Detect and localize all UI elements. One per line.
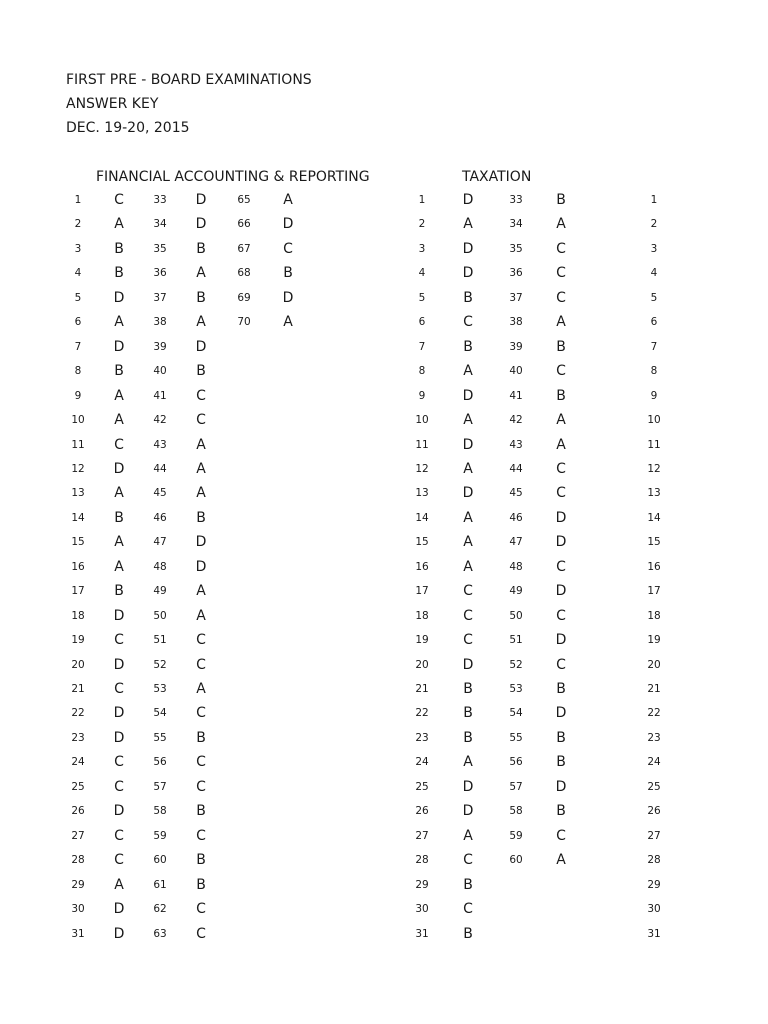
tax-item-number: 20 [415, 658, 429, 671]
far-item-number: 20 [71, 658, 85, 671]
tax-item-answer: A [463, 827, 473, 844]
tax-item-number: 45 [509, 487, 523, 500]
far-item-number: 49 [153, 585, 167, 598]
tax-item-answer: A [556, 412, 566, 429]
far-item-answer: C [114, 436, 124, 453]
far-item-answer: C [196, 778, 206, 795]
far-item-answer: C [114, 192, 124, 208]
far-item-answer: D [195, 192, 207, 208]
far-item-number: 68 [237, 267, 251, 280]
tax-item-number: 3 [418, 242, 426, 255]
tax-item-number: 17 [415, 585, 429, 598]
tax-item-answer: B [463, 876, 473, 893]
far-item-answer: C [196, 632, 206, 649]
tax-item-number: 39 [509, 340, 523, 353]
far-item-answer: D [113, 607, 125, 624]
far-item-number: 27 [71, 829, 85, 842]
far-item-answer: D [195, 338, 207, 355]
far-item-number: 8 [74, 365, 82, 378]
tax-item-answer: D [555, 583, 567, 600]
far-item-answer: D [113, 289, 125, 306]
far-item-answer: C [196, 705, 206, 722]
far-item-number: 5 [74, 291, 82, 304]
tax-item-number: 43 [509, 438, 523, 451]
far-item-answer: C [196, 925, 206, 942]
far-item-answer: A [196, 485, 206, 502]
far-item-answer: C [114, 681, 124, 697]
far-item-answer: A [114, 558, 124, 575]
far-item-answer: B [114, 509, 124, 526]
tax-item-answer: D [462, 265, 474, 282]
far-item-answer: B [196, 240, 206, 257]
tax-item-number: 33 [509, 194, 523, 206]
tax-item-answer: A [463, 534, 473, 551]
tax-item-number: 10 [415, 414, 429, 427]
tax-item-answer: D [462, 485, 474, 502]
tax-item-number: 52 [509, 658, 523, 671]
tax-item-number: 4 [650, 267, 658, 280]
tax-item-number: 57 [509, 780, 523, 793]
far-item-answer: D [113, 901, 125, 918]
tax-item-number: 54 [509, 707, 523, 720]
far-item-number: 69 [237, 291, 251, 304]
tax-item-number: 51 [509, 634, 523, 647]
far-item-number: 50 [153, 609, 167, 622]
tax-item-answer: A [463, 412, 473, 429]
far-item-number: 63 [153, 927, 167, 940]
far-item-answer: B [114, 583, 124, 600]
tax-item-number: 12 [647, 462, 661, 475]
tax-item-number: 28 [647, 854, 661, 867]
far-item-number: 23 [71, 731, 85, 744]
tax-item-answer: B [556, 387, 566, 404]
tax-item-answer: C [556, 827, 566, 844]
far-item-number: 4 [74, 267, 82, 280]
tax-item-answer: D [462, 240, 474, 257]
tax-item-answer: B [556, 729, 566, 746]
tax-item-answer: C [463, 852, 473, 869]
far-item-answer: C [114, 754, 124, 771]
far-item-number: 7 [74, 340, 82, 353]
tax-item-number: 36 [509, 267, 523, 280]
tax-item-answer: A [556, 436, 566, 453]
far-item-answer: B [114, 363, 124, 380]
far-item-answer: B [196, 876, 206, 893]
tax-item-number: 30 [415, 903, 429, 916]
tax-item-number: 29 [647, 878, 661, 891]
tax-item-number: 3 [650, 242, 658, 255]
tax-item-number: 9 [650, 389, 658, 402]
tax-item-number: 31 [647, 927, 661, 940]
tax-item-number: 9 [418, 389, 426, 402]
far-item-number: 33 [153, 194, 167, 206]
tax-item-number: 29 [415, 878, 429, 891]
tax-item-answer: C [556, 363, 566, 380]
far-item-number: 54 [153, 707, 167, 720]
tax-item-number: 41 [509, 389, 523, 402]
tax-item-number: 38 [509, 316, 523, 329]
tax-item-number: 53 [509, 683, 523, 695]
far-item-number: 28 [71, 854, 85, 867]
tax-item-answer: C [556, 656, 566, 673]
document-subtitle: ANSWER KEY [66, 96, 159, 112]
far-item-answer: A [114, 534, 124, 551]
far-item-answer: A [114, 314, 124, 331]
far-item-answer: C [196, 387, 206, 404]
tax-item-number: 5 [418, 291, 426, 304]
far-item-answer: B [283, 265, 293, 282]
far-item-number: 67 [237, 242, 251, 255]
tax-item-answer: C [463, 632, 473, 649]
far-item-answer: C [196, 412, 206, 429]
tax-item-number: 21 [415, 683, 429, 695]
far-item-answer: C [114, 852, 124, 869]
tax-item-number: 24 [647, 756, 661, 769]
tax-item-answer: C [463, 901, 473, 918]
far-item-number: 44 [153, 462, 167, 475]
far-item-answer: C [114, 778, 124, 795]
tax-item-answer: B [463, 681, 473, 697]
tax-item-number: 11 [647, 438, 661, 451]
far-item-number: 25 [71, 780, 85, 793]
far-item-number: 13 [71, 487, 85, 500]
tax-item-number: 25 [647, 780, 661, 793]
tax-item-number: 13 [647, 487, 661, 500]
far-item-number: 30 [71, 903, 85, 916]
tax-item-answer: D [462, 656, 474, 673]
far-item-answer: B [196, 852, 206, 869]
tax-item-number: 6 [418, 316, 426, 329]
tax-item-answer: C [556, 240, 566, 257]
far-item-number: 61 [153, 878, 167, 891]
tax-item-answer: A [463, 754, 473, 771]
far-item-number: 45 [153, 487, 167, 500]
far-item-answer: D [113, 803, 125, 820]
tax-item-number: 1 [418, 194, 426, 206]
far-item-number: 17 [71, 585, 85, 598]
far-item-answer: D [113, 729, 125, 746]
far-item-number: 12 [71, 462, 85, 475]
tax-item-answer: A [463, 558, 473, 575]
tax-item-number: 42 [509, 414, 523, 427]
far-item-answer: B [114, 265, 124, 282]
tax-item-number: 14 [415, 511, 429, 524]
tax-item-number: 20 [647, 658, 661, 671]
far-item-number: 52 [153, 658, 167, 671]
far-item-number: 36 [153, 267, 167, 280]
far-item-answer: B [196, 363, 206, 380]
tax-item-answer: C [556, 265, 566, 282]
tax-item-number: 46 [509, 511, 523, 524]
far-item-answer: D [113, 656, 125, 673]
tax-item-answer: C [556, 289, 566, 306]
tax-item-number: 59 [509, 829, 523, 842]
tax-item-number: 8 [418, 365, 426, 378]
far-item-answer: C [196, 656, 206, 673]
tax-item-number: 25 [415, 780, 429, 793]
far-item-number: 56 [153, 756, 167, 769]
tax-item-answer: D [555, 509, 567, 526]
far-item-number: 58 [153, 805, 167, 818]
far-item-number: 34 [153, 218, 167, 231]
tax-item-answer: B [556, 754, 566, 771]
far-item-answer: A [196, 460, 206, 477]
far-item-number: 9 [74, 389, 82, 402]
tax-item-answer: B [463, 289, 473, 306]
tax-item-number: 16 [415, 560, 429, 573]
exam-title: FIRST PRE - BOARD EXAMINATIONS [66, 72, 312, 88]
far-item-answer: A [114, 485, 124, 502]
tax-item-number: 27 [647, 829, 661, 842]
tax-item-answer: B [463, 729, 473, 746]
far-item-answer: A [114, 216, 124, 233]
tax-item-number: 19 [647, 634, 661, 647]
tax-item-answer: A [556, 216, 566, 233]
far-item-answer: D [195, 558, 207, 575]
far-item-number: 31 [71, 927, 85, 940]
tax-item-number: 5 [650, 291, 658, 304]
tax-item-answer: D [462, 436, 474, 453]
far-item-number: 26 [71, 805, 85, 818]
far-item-number: 40 [153, 365, 167, 378]
far-item-number: 29 [71, 878, 85, 891]
far-item-answer: C [283, 240, 293, 257]
tax-item-answer: B [463, 925, 473, 942]
tax-item-answer: D [555, 632, 567, 649]
far-item-answer: C [114, 632, 124, 649]
tax-item-number: 23 [647, 731, 661, 744]
tax-item-number: 16 [647, 560, 661, 573]
tax-item-number: 40 [509, 365, 523, 378]
tax-item-number: 10 [647, 414, 661, 427]
tax-item-number: 6 [650, 316, 658, 329]
far-item-number: 53 [153, 683, 167, 695]
tax-item-number: 13 [415, 487, 429, 500]
far-item-answer: D [195, 534, 207, 551]
tax-item-number: 35 [509, 242, 523, 255]
far-item-number: 48 [153, 560, 167, 573]
tax-item-answer: A [463, 460, 473, 477]
tax-item-answer: C [556, 485, 566, 502]
tax-item-answer: B [556, 338, 566, 355]
tax-item-number: 18 [647, 609, 661, 622]
tax-item-number: 23 [415, 731, 429, 744]
far-item-number: 51 [153, 634, 167, 647]
tax-item-number: 15 [647, 536, 661, 549]
tax-item-number: 2 [650, 218, 658, 231]
far-item-number: 38 [153, 316, 167, 329]
exam-date: DEC. 19-20, 2015 [66, 120, 190, 136]
far-item-number: 22 [71, 707, 85, 720]
far-item-answer: B [196, 289, 206, 306]
tax-item-number: 17 [647, 585, 661, 598]
tax-item-answer: D [555, 534, 567, 551]
tax-item-number: 7 [650, 340, 658, 353]
far-item-answer: A [196, 436, 206, 453]
far-item-number: 10 [71, 414, 85, 427]
far-item-number: 60 [153, 854, 167, 867]
tax-item-answer: A [556, 314, 566, 331]
tax-item-number: 15 [415, 536, 429, 549]
tax-item-number: 12 [415, 462, 429, 475]
tax-item-number: 37 [509, 291, 523, 304]
tax-item-answer: A [463, 509, 473, 526]
tax-item-answer: D [462, 803, 474, 820]
far-item-answer: A [196, 681, 206, 697]
far-item-answer: B [114, 240, 124, 257]
tax-item-answer: B [463, 705, 473, 722]
tax-item-answer: C [556, 558, 566, 575]
tax-item-number: 19 [415, 634, 429, 647]
tax-item-answer: C [556, 460, 566, 477]
far-item-answer: D [113, 925, 125, 942]
tax-item-answer: D [462, 778, 474, 795]
far-item-answer: A [196, 265, 206, 282]
tax-item-answer: B [463, 338, 473, 355]
tax-item-number: 48 [509, 560, 523, 573]
far-item-number: 19 [71, 634, 85, 647]
far-item-number: 47 [153, 536, 167, 549]
tax-item-number: 11 [415, 438, 429, 451]
tax-item-number: 60 [509, 854, 523, 867]
tax-item-number: 8 [650, 365, 658, 378]
tax-item-number: 22 [415, 707, 429, 720]
far-item-answer: B [196, 803, 206, 820]
tax-item-number: 34 [509, 218, 523, 231]
tax-item-answer: D [555, 778, 567, 795]
far-item-number: 42 [153, 414, 167, 427]
far-item-number: 6 [74, 316, 82, 329]
far-item-answer: D [113, 460, 125, 477]
far-item-number: 15 [71, 536, 85, 549]
tax-item-answer: B [556, 681, 566, 697]
tax-item-answer: A [463, 363, 473, 380]
far-item-answer: A [283, 314, 293, 331]
far-item-number: 65 [237, 194, 251, 206]
tax-item-number: 55 [509, 731, 523, 744]
far-item-answer: A [196, 607, 206, 624]
far-item-answer: D [113, 705, 125, 722]
tax-item-number: 26 [415, 805, 429, 818]
far-item-answer: D [282, 216, 294, 233]
far-item-number: 16 [71, 560, 85, 573]
far-item-number: 14 [71, 511, 85, 524]
tax-item-number: 31 [415, 927, 429, 940]
far-item-number: 11 [71, 438, 85, 451]
far-item-answer: A [196, 583, 206, 600]
tax-item-number: 27 [415, 829, 429, 842]
far-item-number: 2 [74, 218, 82, 231]
tax-section-title: TAXATION [462, 169, 532, 185]
tax-item-number: 18 [415, 609, 429, 622]
far-item-answer: B [196, 729, 206, 746]
tax-item-number: 24 [415, 756, 429, 769]
far-item-answer: D [113, 338, 125, 355]
tax-item-answer: C [463, 583, 473, 600]
tax-item-answer: A [463, 216, 473, 233]
tax-item-answer: D [462, 192, 474, 208]
far-item-answer: B [196, 509, 206, 526]
far-item-number: 21 [71, 683, 85, 695]
far-item-number: 39 [153, 340, 167, 353]
tax-item-number: 44 [509, 462, 523, 475]
tax-item-number: 21 [647, 683, 661, 695]
tax-item-number: 49 [509, 585, 523, 598]
tax-item-answer: D [462, 387, 474, 404]
far-item-number: 3 [74, 242, 82, 255]
tax-item-number: 22 [647, 707, 661, 720]
tax-item-number: 28 [415, 854, 429, 867]
far-item-answer: A [196, 314, 206, 331]
far-item-number: 62 [153, 903, 167, 916]
tax-item-number: 7 [418, 340, 426, 353]
far-item-number: 41 [153, 389, 167, 402]
tax-item-number: 1 [650, 194, 658, 206]
tax-item-number: 4 [418, 267, 426, 280]
tax-item-answer: D [555, 705, 567, 722]
tax-item-number: 56 [509, 756, 523, 769]
tax-item-answer: B [556, 803, 566, 820]
far-item-number: 24 [71, 756, 85, 769]
tax-item-number: 47 [509, 536, 523, 549]
far-item-answer: A [114, 876, 124, 893]
far-item-answer: D [195, 216, 207, 233]
far-item-answer: C [114, 827, 124, 844]
far-item-answer: C [196, 754, 206, 771]
tax-item-number: 26 [647, 805, 661, 818]
tax-item-answer: B [556, 192, 566, 208]
tax-item-answer: A [556, 852, 566, 869]
tax-item-answer: C [463, 314, 473, 331]
far-item-number: 59 [153, 829, 167, 842]
far-item-number: 57 [153, 780, 167, 793]
far-item-number: 35 [153, 242, 167, 255]
tax-item-answer: C [556, 607, 566, 624]
far-item-number: 43 [153, 438, 167, 451]
far-section-title: FINANCIAL ACCOUNTING & REPORTING [96, 169, 370, 185]
far-item-number: 46 [153, 511, 167, 524]
far-item-answer: A [114, 412, 124, 429]
tax-item-number: 58 [509, 805, 523, 818]
far-item-number: 18 [71, 609, 85, 622]
tax-item-number: 2 [418, 218, 426, 231]
far-item-answer: A [283, 192, 293, 208]
tax-item-number: 14 [647, 511, 661, 524]
far-item-answer: A [114, 387, 124, 404]
tax-item-number: 50 [509, 609, 523, 622]
far-item-number: 37 [153, 291, 167, 304]
tax-item-answer: C [463, 607, 473, 624]
far-item-number: 70 [237, 316, 251, 329]
far-item-answer: C [196, 827, 206, 844]
far-item-answer: D [282, 289, 294, 306]
far-item-number: 66 [237, 218, 251, 231]
far-item-number: 55 [153, 731, 167, 744]
tax-item-number: 30 [647, 903, 661, 916]
far-item-number: 1 [74, 194, 82, 206]
far-item-answer: C [196, 901, 206, 918]
